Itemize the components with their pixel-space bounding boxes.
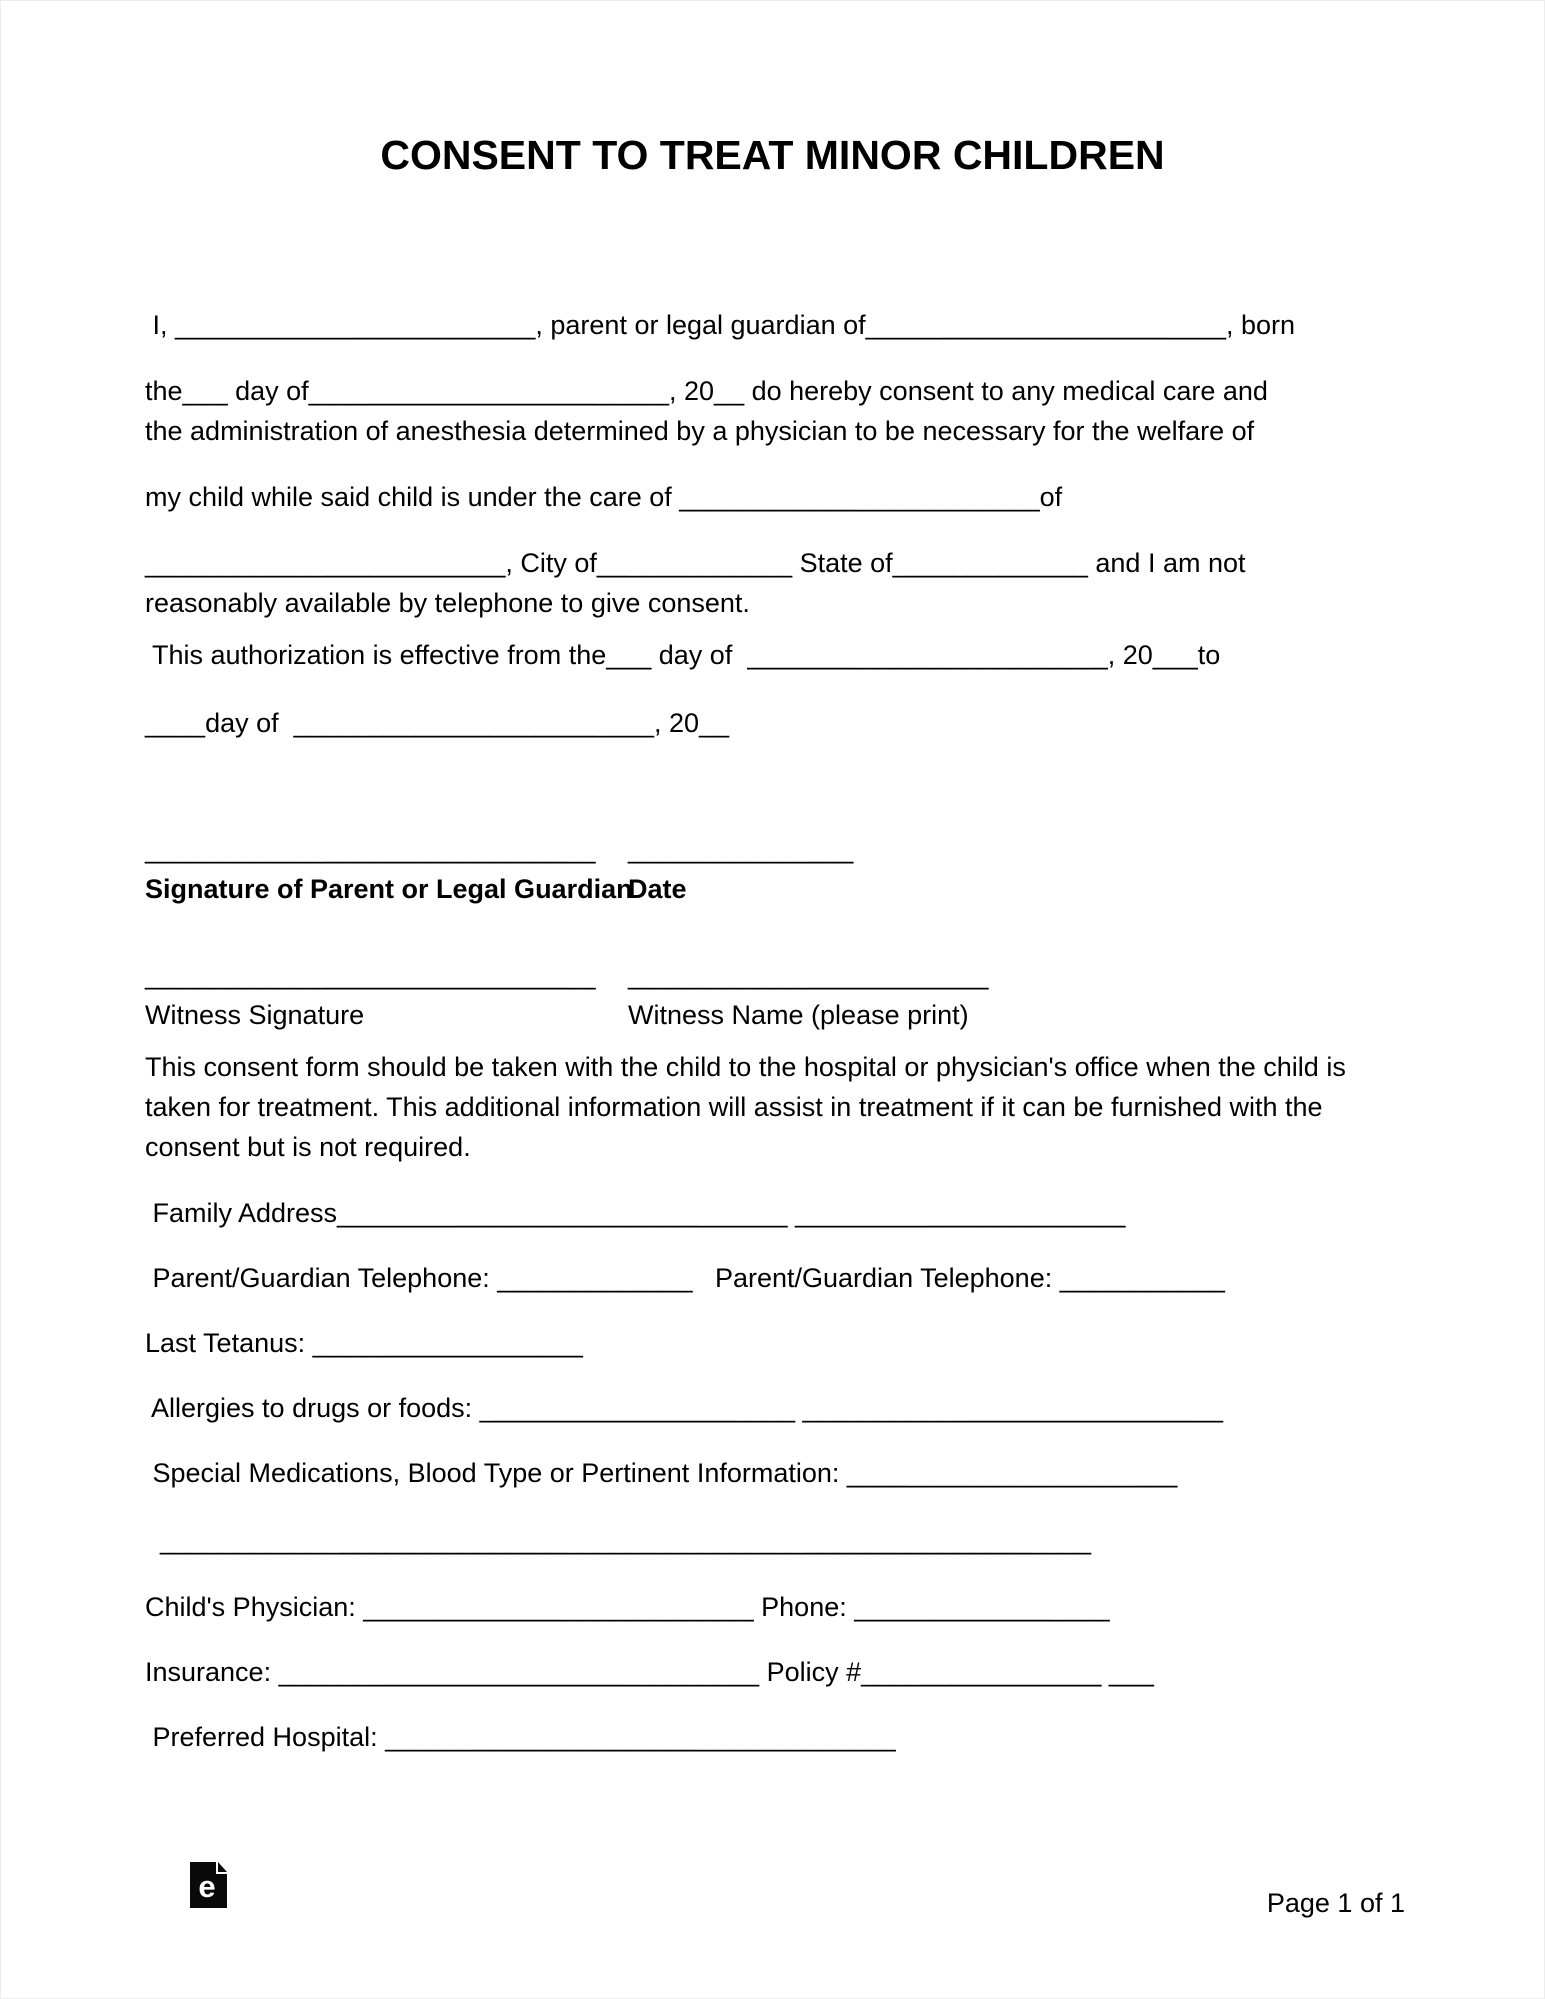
witness-signature-label: Witness Signature [145, 1000, 365, 1030]
witness-name-line: ________________________ [628, 960, 989, 990]
form-line-location-2: reasonably available by telephone to give consent. [145, 588, 750, 618]
childs-physician-line: Child's Physician: __________________________ Phone: _________________ [145, 1592, 1110, 1622]
date-line: _______________ [628, 834, 854, 864]
witness-label-row [145, 995, 1400, 1035]
parent-signature-label: Signature of Parent or Legal Guardian [145, 874, 633, 904]
insurance-line: Insurance: ________________________________ Policy #________________ ___ [145, 1657, 1154, 1687]
signature-label-row [145, 869, 1400, 909]
form-line-effective-from: This authorization is effective from the___ day of ________________________, 20___to [145, 640, 1221, 670]
form-line-location-1: ________________________, City of_____________ State of_____________ and I am not [145, 548, 1246, 578]
allergies-line: Allergies to drugs or foods: _____________________ ____________________________ [145, 1393, 1223, 1423]
parent-signature-line: ______________________________ [145, 834, 596, 864]
instructions-paragraph: This consent form should be taken with the child to the hospital or physician's office when the child is taken for treatment. This additional information will assist in treatment if it can be furnished with the consent but is not required. [145, 1052, 1346, 1162]
family-address-line: Family Address______________________________ ______________________ [145, 1198, 1126, 1228]
form-line-effective-to: ____day of ________________________, 20__ [145, 708, 730, 738]
form-line-care-of: my child while said child is under the care of ________________________of [145, 482, 1063, 512]
eforms-logo-icon [190, 1862, 227, 1913]
page-title: CONSENT TO TREAT MINOR CHILDREN [380, 132, 1165, 178]
guardian-telephone-line: Parent/Guardian Telephone: _____________ Parent/Guardian Telephone: ___________ [145, 1263, 1225, 1293]
form-line-consent-2: the administration of anesthesia determined by a physician to be necessary for the welfare of [145, 416, 1255, 446]
logo-letter: e [198, 1869, 216, 1904]
last-tetanus-line: Last Tetanus: __________________ [145, 1328, 583, 1358]
form-line-consent-1: the___ day of________________________, 20__ do hereby consent to any medical care and [145, 376, 1268, 406]
special-medications-line: Special Medications, Blood Type or Pertinent Information: ______________________ [145, 1458, 1178, 1488]
date-label: Date [628, 874, 687, 904]
witness-signature-line: ______________________________ [145, 960, 596, 990]
page-number: Page 1 of 1 [1266, 1888, 1405, 1918]
witness-name-label: Witness Name (please print) [628, 1000, 969, 1030]
special-medications-extra-line: ______________________________________________________________ [145, 1525, 1092, 1555]
preferred-hospital-line: Preferred Hospital: __________________________________ [145, 1722, 896, 1752]
form-line-intro: I, ________________________, parent or legal guardian of________________________, born [145, 310, 1296, 340]
signature-line-row [145, 829, 1400, 869]
witness-line-row [145, 955, 1400, 995]
